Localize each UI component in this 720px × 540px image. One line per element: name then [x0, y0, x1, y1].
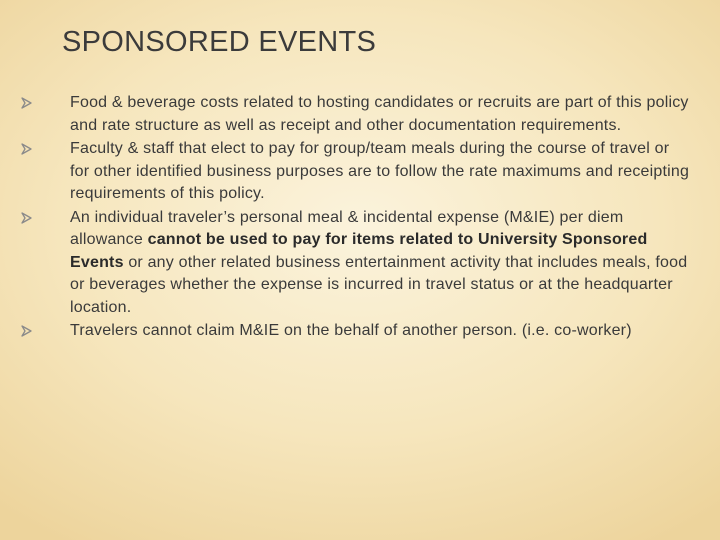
bullet-list: [70, 92, 690, 343]
bullet-text: Faculty & staff that elect to pay for group/team meals during the course of travel or for other identified business purposes are to follow the rate maximums and receipting requirements of this policy.: [70, 140, 690, 202]
arrowhead-bullet-icon: [20, 320, 34, 342]
bullet-text: Travelers cannot claim M&IE on the behalf of another person. (i.e. co-worker): [70, 322, 632, 339]
slide-title: SPONSORED EVENTS: [62, 26, 377, 58]
bullet-text: Food & beverage costs related to hosting candidates or recruits are part of this policy and rate structure as well as receipt and other documentation requirements.: [70, 94, 689, 134]
bullet-item-2: [70, 138, 690, 206]
bullet-item-4: [70, 320, 690, 343]
arrowhead-bullet-icon: [20, 92, 34, 114]
arrowhead-bullet-icon: [20, 138, 34, 160]
bullet-text-before: An individual traveler’s personal meal & incidental expense (M&IE) per diem allowance: [70, 208, 624, 248]
bullet-item-1: [70, 92, 690, 137]
bullet-text-emphasis: cannot be used to pay for items related to University Sponsored Events: [70, 231, 648, 271]
bullet-item-3: [70, 207, 690, 320]
arrowhead-bullet-icon: [20, 207, 34, 229]
bullet-text-after: or any other related business entertainment activity that includes meals, food or beverages whether the expense is incurred in travel status or at the headquarter location.: [70, 253, 688, 316]
